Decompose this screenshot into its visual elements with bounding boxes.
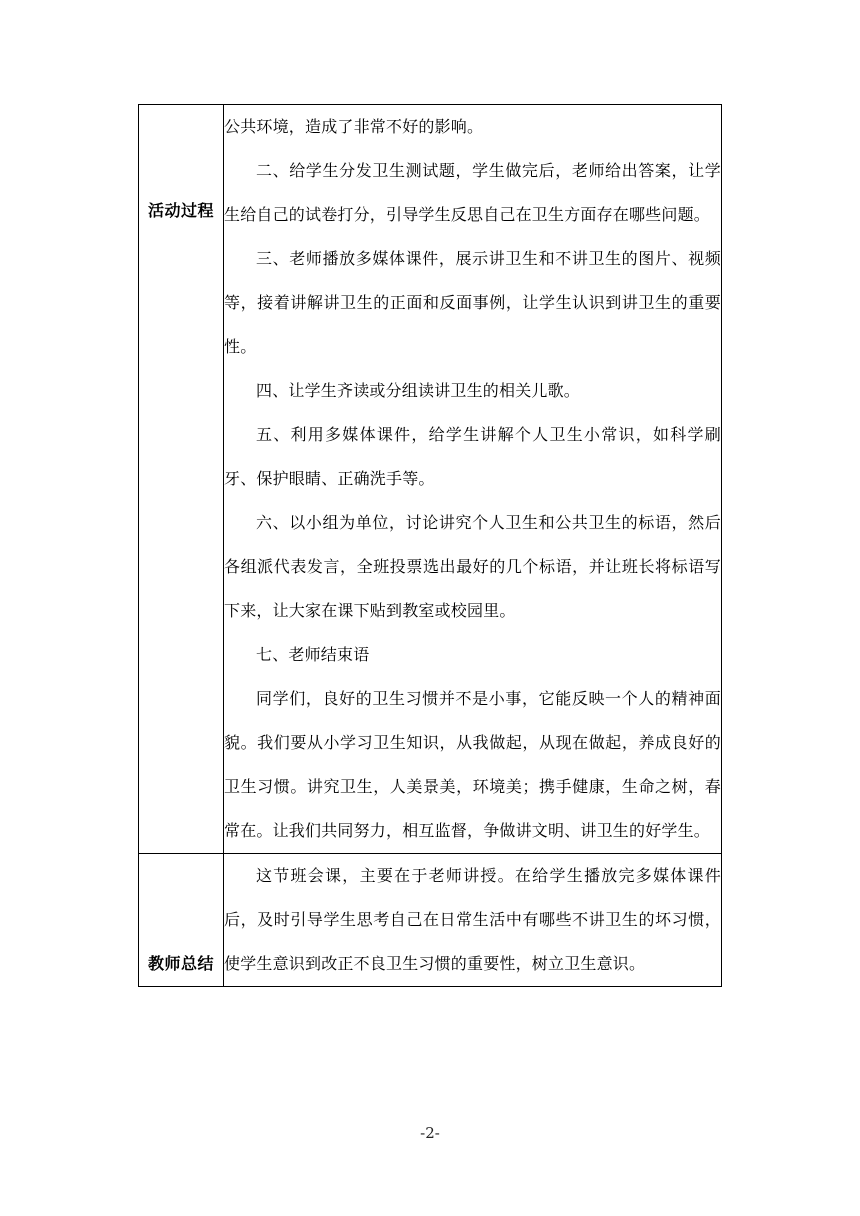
table-row-teacher-summary <box>139 854 722 987</box>
lesson-plan-table <box>138 104 722 987</box>
paragraph: 同学们，良好的卫生习惯并不是小事，它能反映一个人的精神面貌。我们要从小学习卫生知识，从我做起，从现在做起，养成良好的卫生习惯。讲究卫生，人美景美，环境美；携手健康，生命之树，春常在。让我们共同努力，相互监督，争做讲文明、讲卫生的好学生。 <box>224 689 721 840</box>
paragraph: 这节班会课，主要在于老师讲授。在给学生播放完多媒体课件后，及时引导学生思考自己在日常生活中有哪些不讲卫生的坏习惯，使学生意识到改正不良卫生习惯的重要性，树立卫生意识。 <box>224 866 721 973</box>
table-row-activity-process <box>139 105 722 854</box>
page-number: -2- <box>420 1124 440 1142</box>
paragraph: 七、老师结束语 <box>256 645 370 664</box>
row-label-activity-process: 活动过程 <box>147 201 214 220</box>
paragraph: 二、给学生分发卫生测试题，学生做完后，老师给出答案，让学生给自己的试卷打分，引导学生反思自己在卫生方面存在哪些问题。 <box>224 161 721 224</box>
row-content-cell <box>224 105 722 854</box>
paragraph: 公共环境，造成了非常不好的影响。 <box>224 117 484 136</box>
paragraph: 四、让学生齐读或分组读讲卫生的相关儿歌。 <box>256 381 581 400</box>
paragraph: 三、老师播放多媒体课件，展示讲卫生和不讲卫生的图片、视频等，接着讲解讲卫生的正面和反面事例，让学生认识到讲卫生的重要性。 <box>224 249 721 356</box>
row-content-cell <box>224 854 722 987</box>
row-label-teacher-summary: 教师总结 <box>147 954 214 973</box>
paragraph: 五、利用多媒体课件，给学生讲解个人卫生小常识，如科学刷牙、保护眼睛、正确洗手等。 <box>224 425 721 488</box>
row-label-cell <box>139 105 224 854</box>
row-label-cell <box>139 854 224 987</box>
paragraph: 六、以小组为单位，讨论讲究个人卫生和公共卫生的标语，然后各组派代表发言，全班投票选出最好的几个标语，并让班长将标语写下来，让大家在课下贴到教室或校园里。 <box>224 513 721 620</box>
